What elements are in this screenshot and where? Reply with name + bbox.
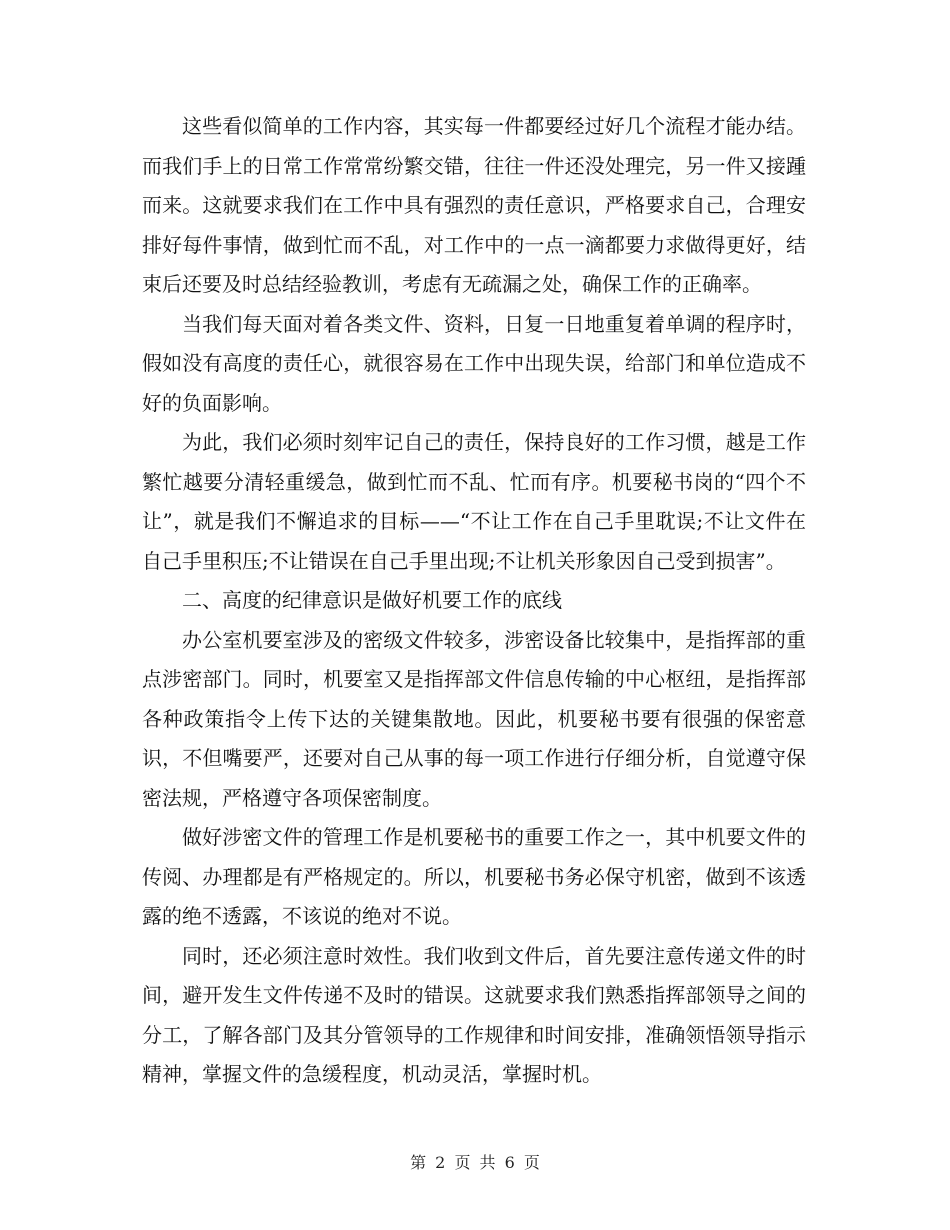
paragraph-4: 办公室机要室涉及的密级文件较多，涉密设备比较集中，是指挥部的重点涉密部门。同时，机要室又是指挥部文件信息传输的中心枢纽，是指挥部各种政策指令上传下达的关键集散地。因此，机要秘书要有很强的保密意识，不但嘴要严，还要对自己从事的每一项工作进行仔细分析，自觉遵守保密法规，严格遵守各项保密制度。: [142, 627, 806, 810]
paragraph-3: 为此，我们必须时刻牢记自己的责任，保持良好的工作习惯，越是工作繁忙越要分清轻重缓急，做到忙而不乱、忙而有序。机要秘书岗的“四个不让”，就是我们不懈追求的目标——“不让工作在自己手里耽误;不让文件在自己手里积压;不让错误在自己手里出现;不让机关形象因自己受到损害”。: [142, 430, 806, 573]
section-heading: 二、高度的纪律意识是做好机要工作的底线: [182, 588, 562, 612]
page-number-footer: 第 2 页 共 6 页: [410, 1153, 540, 1172]
paragraph-2: 当我们每天面对着各类文件、资料，日复一日地重复着单调的程序时，假如没有高度的责任心，就很容易在工作中出现失误，给部门和单位造成不好的负面影响。: [142, 311, 806, 415]
paragraph-1: 这些看似简单的工作内容，其实每一件都要经过好几个流程才能办结。而我们手上的日常工作常常纷繁交错，往往一件还没处理完，另一件又接踵而来。这就要求我们在工作中具有强烈的责任意识，严格要求自己，合理安排好每件事情，做到忙而不乱，对工作中的一点一滴都要力求做得更好，结束后还要及时总结经验教训，考虑有无疏漏之处，确保工作的正确率。: [142, 114, 806, 296]
document-body: [142, 107, 806, 1095]
paragraph-5: 做好涉密文件的管理工作是机要秘书的重要工作之一，其中机要文件的传阅、办理都是有严格规定的。所以，机要秘书务必保守机密，做到不该透露的绝不透露，不该说的绝对不说。: [142, 825, 806, 928]
paragraph-6: 同时，还必须注意时效性。我们收到文件后，首先要注意传递文件的时间，避开发生文件传递不及时的错误。这就要求我们熟悉指挥部领导之间的分工，了解各部门及其分管领导的工作规律和时间安排，准确领悟领导指示精神，掌握文件的急缓程度，机动灵活，掌握时机。: [142, 943, 806, 1086]
